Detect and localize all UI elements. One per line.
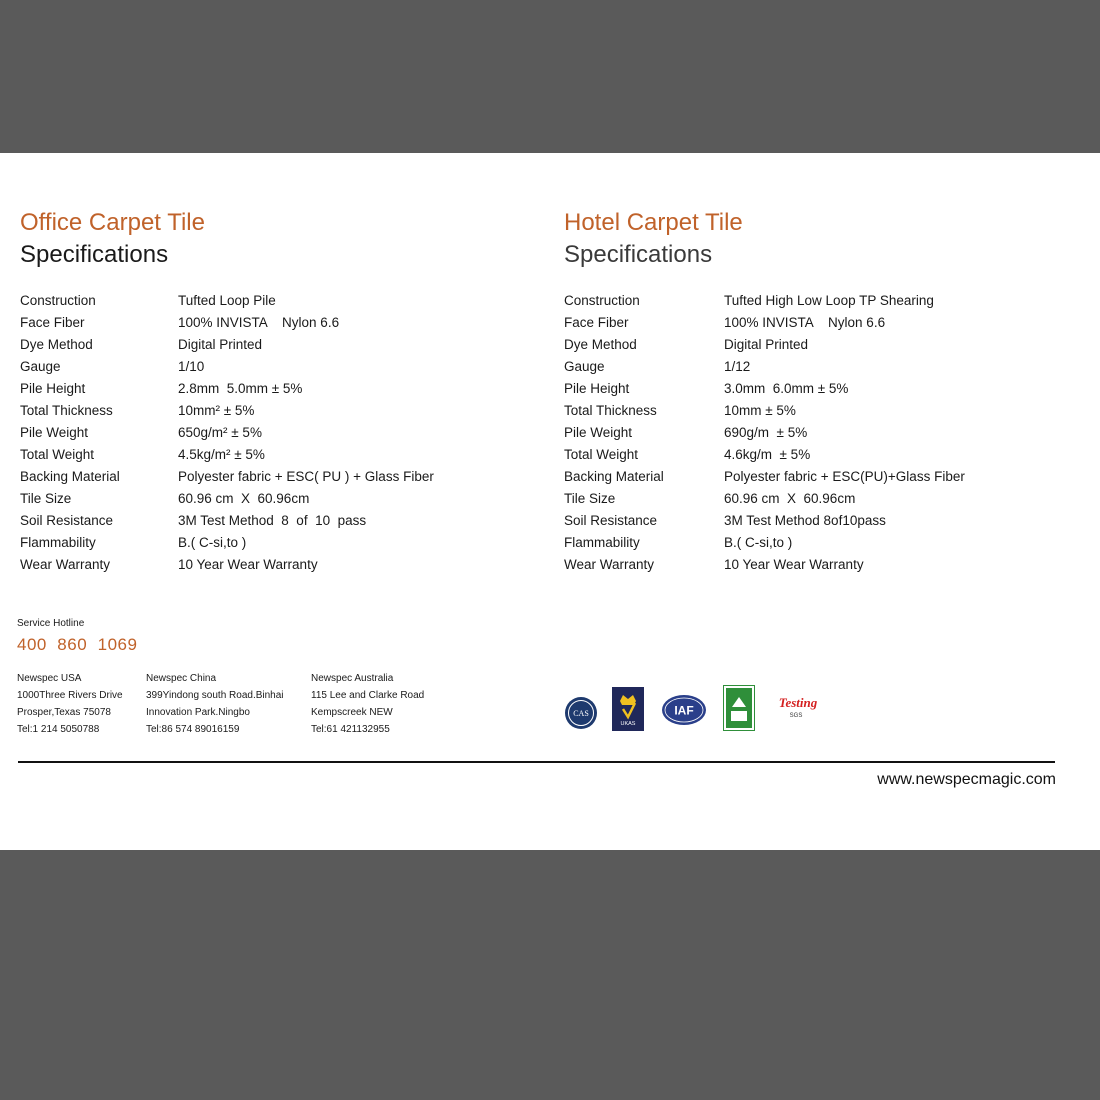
spec-value: Tufted High Low Loop TP Shearing	[724, 293, 934, 308]
spec-value: Tufted Loop Pile	[178, 293, 276, 308]
spec-key: Construction	[564, 293, 640, 308]
spec-key: Soil Resistance	[564, 513, 658, 528]
spec-value: B.( C-si,to )	[724, 535, 793, 550]
spec-value: 10 Year Wear Warranty	[178, 557, 318, 572]
footer-divider	[18, 761, 1055, 763]
spec-row	[20, 312, 434, 334]
spec-key: Face Fiber	[20, 315, 85, 330]
spec-value: 60.96 cm X 60.96cm	[178, 491, 310, 506]
spec-key: Pile Height	[564, 381, 630, 396]
spec-row	[564, 400, 965, 422]
office-title: Office Carpet Tile	[20, 209, 205, 236]
spec-key: Pile Weight	[564, 425, 633, 440]
office-address-line: Prosper,Texas 75078	[17, 707, 111, 718]
office-subtitle: Specifications	[20, 241, 169, 268]
office-carpet-column	[20, 208, 540, 572]
hotel-spec-table	[564, 290, 965, 576]
website-url: www.newspecmagic.com	[877, 771, 1056, 788]
spec-row	[564, 356, 965, 378]
office-name: Newspec China	[146, 673, 217, 684]
spec-key: Construction	[20, 293, 96, 308]
spec-row	[20, 510, 434, 532]
spec-key: Gauge	[20, 359, 61, 374]
spec-key: Backing Material	[564, 469, 664, 484]
spec-key: Tile Size	[564, 491, 616, 506]
spec-value: Polyester fabric + ESC(PU)+Glass Fiber	[724, 469, 965, 484]
spec-row	[20, 466, 434, 488]
spec-value: 100% INVISTA Nylon 6.6	[178, 315, 340, 330]
spec-row	[564, 334, 965, 356]
spec-value: 10mm² ± 5%	[178, 403, 255, 418]
spec-key: Wear Warranty	[564, 557, 655, 572]
spec-row	[20, 444, 434, 466]
spec-key: Total Thickness	[20, 403, 113, 418]
spec-row	[20, 334, 434, 356]
spec-value: 650g/m² ± 5%	[178, 425, 262, 440]
office-name: Newspec Australia	[311, 673, 394, 684]
spec-row	[564, 510, 965, 532]
spec-value: 4.5kg/m² ± 5%	[178, 447, 265, 462]
office-address-line: 1000Three Rivers Drive	[17, 690, 123, 701]
service-hotline-number: 400 860 1069	[17, 635, 138, 654]
spec-value: 10 Year Wear Warranty	[724, 557, 864, 572]
spec-row	[564, 290, 965, 312]
spec-row	[564, 312, 965, 334]
spec-key: Pile Height	[20, 381, 86, 396]
spec-row	[20, 488, 434, 510]
office-address-line: Innovation Park.Ningbo	[146, 707, 250, 718]
spec-key: Backing Material	[20, 469, 120, 484]
spec-row	[20, 532, 434, 554]
spec-key: Total Weight	[20, 447, 95, 462]
spec-key: Tile Size	[20, 491, 72, 506]
spec-key: Soil Resistance	[20, 513, 114, 528]
cas-logo-text: CAS	[573, 709, 589, 718]
iaf-oval-icon	[661, 693, 707, 727]
office-china	[146, 670, 284, 738]
spec-row	[564, 444, 965, 466]
spec-value: 3M Test Method 8 of 10 pass	[178, 513, 367, 528]
spec-key: Dye Method	[564, 337, 637, 352]
hotel-carpet-column	[564, 208, 1084, 572]
iaf-logo-text: IAF	[674, 703, 694, 718]
spec-key: Dye Method	[20, 337, 93, 352]
spec-row	[20, 290, 434, 312]
office-phone: Tel:61 421132955	[311, 724, 390, 735]
spec-value: Polyester fabric + ESC( PU ) + Glass Fiber	[178, 469, 434, 484]
office-phone: Tel:86 574 89016159	[146, 724, 240, 735]
spec-key: Flammability	[564, 535, 640, 550]
testing-sgs-icon	[772, 692, 824, 722]
ukas-crown-icon	[612, 687, 644, 731]
office-address-line: 399Yindong south Road.Binhai	[146, 690, 284, 701]
spec-value: 4.6kg/m ± 5%	[724, 447, 811, 462]
spec-row	[564, 378, 965, 400]
spec-value: Digital Printed	[178, 337, 263, 352]
hotel-subtitle: Specifications	[564, 241, 713, 268]
spec-key: Face Fiber	[564, 315, 629, 330]
spec-key: Gauge	[564, 359, 605, 374]
spec-value: B.( C-si,to )	[178, 535, 247, 550]
spec-key: Total Weight	[564, 447, 639, 462]
office-name: Newspec USA	[17, 673, 82, 684]
spec-row	[564, 554, 965, 576]
spec-key: Wear Warranty	[20, 557, 111, 572]
spec-row	[564, 488, 965, 510]
spec-sheet	[0, 153, 1100, 850]
office-address-line: Kempscreek NEW	[311, 707, 393, 718]
spec-value: 1/12	[724, 359, 751, 374]
service-hotline-label: Service Hotline	[17, 618, 85, 629]
spec-row	[20, 378, 434, 400]
spec-value: Digital Printed	[724, 337, 809, 352]
ukas-logo-text: UKAS	[620, 721, 636, 727]
cas-seal-icon	[564, 696, 598, 730]
spec-key: Total Thickness	[564, 403, 657, 418]
office-australia	[311, 670, 424, 738]
spec-row	[20, 356, 434, 378]
spec-value: 3.0mm 6.0mm ± 5%	[724, 381, 849, 396]
office-address-line: 115 Lee and Clarke Road	[311, 690, 425, 701]
spec-row	[20, 422, 434, 444]
spec-value: 690g/m ± 5%	[724, 425, 808, 440]
spec-value: 60.96 cm X 60.96cm	[724, 491, 856, 506]
hotel-title: Hotel Carpet Tile	[564, 209, 743, 236]
spec-row	[20, 554, 434, 576]
green-label-icon	[723, 685, 755, 731]
office-phone: Tel:1 214 5050788	[17, 724, 100, 735]
spec-row	[564, 422, 965, 444]
spec-value: 2.8mm 5.0mm ± 5%	[178, 381, 303, 396]
spec-value: 3M Test Method 8of10pass	[724, 513, 886, 528]
spec-row	[20, 400, 434, 422]
spec-row	[564, 466, 965, 488]
spec-key: Pile Weight	[20, 425, 89, 440]
office-spec-table	[20, 290, 434, 576]
spec-key: Flammability	[20, 535, 96, 550]
testing-logo-text: Testing	[778, 695, 818, 710]
spec-row	[564, 532, 965, 554]
sgs-logo-text: SGS	[789, 713, 803, 719]
spec-value: 10mm ± 5%	[724, 403, 796, 418]
spec-value: 1/10	[178, 359, 205, 374]
spec-value: 100% INVISTA Nylon 6.6	[724, 315, 886, 330]
office-usa	[17, 670, 123, 738]
